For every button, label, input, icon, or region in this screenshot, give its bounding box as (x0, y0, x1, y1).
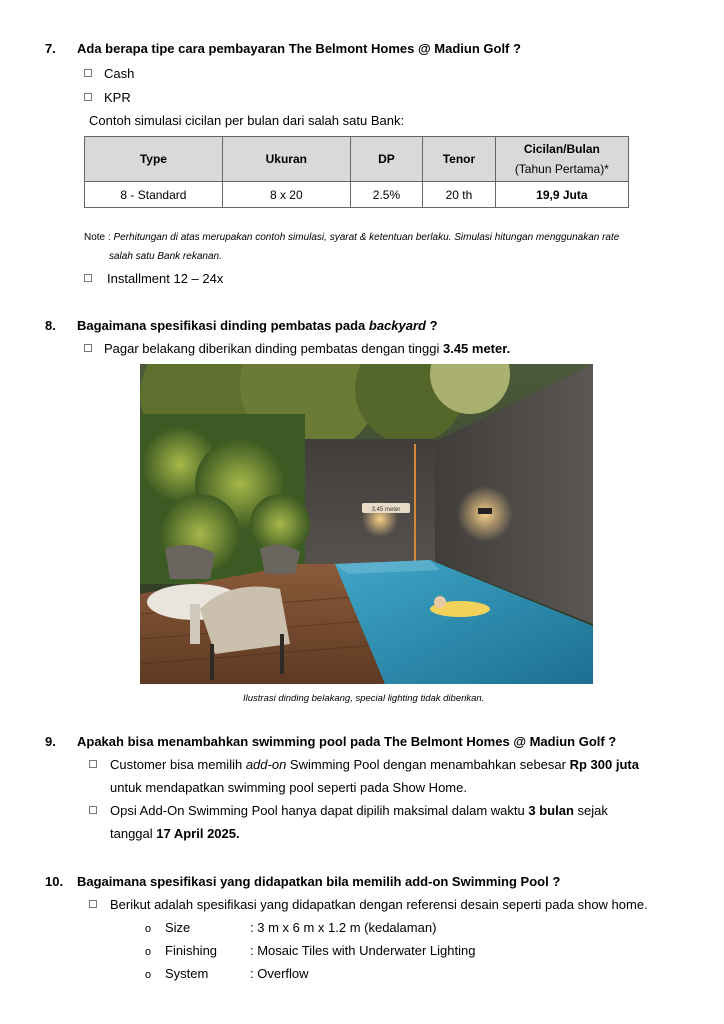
spec-bullet: o (145, 923, 152, 935)
spec-bullet: o (145, 946, 152, 958)
table-row (85, 182, 629, 208)
backyard-illustration-svg (140, 364, 593, 684)
spec-label: Size (165, 920, 191, 935)
simulation-intro: Contoh simulasi cicilan per bulan dari salah satu Bank: (89, 113, 405, 128)
spec-label: System (165, 966, 209, 981)
question-8-title-italic: backyard (368, 318, 426, 333)
checkbox-icon (84, 69, 92, 77)
q9-b2-d: tanggal (110, 826, 157, 841)
q9-b2-a: Opsi Add-On Swimming Pool hanya dapat dipilih maksimal dalam waktu (110, 803, 529, 818)
checkbox-icon (84, 93, 92, 101)
q9-b1-italic: add-on (245, 757, 287, 772)
question-7-number: 7. (45, 41, 56, 56)
cell-type: 8 - Standard (85, 182, 223, 208)
question-9-number: 9. (45, 734, 56, 749)
spec-value: : Overflow (250, 966, 309, 981)
checkbox-icon (84, 344, 92, 352)
spec-bullet: o (145, 969, 152, 981)
q9-b2-months: 3 bulan (528, 803, 574, 818)
spec-row (145, 920, 437, 937)
backyard-illustration (140, 364, 593, 684)
option-installment: Installment 12 – 24x (107, 271, 224, 286)
checkbox-icon (89, 760, 97, 768)
installment-table (84, 136, 629, 208)
note-text-line1: Perhitungan di atas merupakan contoh simulasi, syarat & ketentuan berlaku. Simulasi hitungan menggunakan rate (113, 232, 620, 243)
wall-height-value: 3.45 meter. (442, 341, 511, 356)
q9-b2-date: 17 April 2025. (156, 826, 240, 841)
illustration-caption: Ilustrasi dinding belakang, special lighting tidak diberikan. (243, 693, 485, 704)
question-9-bullet-2-line2 (110, 826, 240, 842)
question-10-number: 10. (45, 874, 64, 889)
question-8-title-a: Bagaimana spesifikasi dinding pembatas pada (77, 318, 369, 333)
question-10-bullet: Berikut adalah spesifikasi yang didapatkan dengan referensi desain seperti pada show home. (110, 897, 648, 912)
table-header-row (85, 137, 629, 182)
question-7-title: Ada berapa tipe cara pembayaran The Belmont Homes @ Madiun Golf ? (77, 41, 521, 56)
spec-value: : Mosaic Tiles with Underwater Lighting (250, 943, 476, 958)
question-8-bullet (104, 341, 510, 357)
question-8-title-c: ? (425, 318, 438, 333)
note-text-line2: salah satu Bank rekanan. (109, 251, 222, 262)
q9-b1-c: Swimming Pool dengan menambahkan sebesar (286, 757, 570, 772)
question-9-title: Apakah bisa menambahkan swimming pool pada The Belmont Homes @ Madiun Golf ? (77, 734, 617, 749)
wall-height-text: Pagar belakang diberikan dinding pembatas dengan tinggi (104, 341, 443, 356)
q9-b1-a: Customer bisa memilih (110, 757, 246, 772)
checkbox-icon (89, 900, 97, 908)
header-cicilan-line1: Cicilan/Bulan (523, 142, 600, 156)
option-kpr: KPR (104, 90, 131, 105)
checkbox-icon (89, 806, 97, 814)
header-ukuran: Ukuran (222, 137, 350, 182)
header-dp: DP (350, 137, 422, 182)
spec-row (145, 966, 309, 983)
cell-dp: 2.5% (350, 182, 422, 208)
spec-value: : 3 m x 6 m x 1.2 m (kedalaman) (250, 920, 437, 935)
header-tenor: Tenor (423, 137, 496, 182)
q9-b2-c: sejak (573, 803, 608, 818)
wall-height-label: 3,45 meter (371, 507, 401, 513)
header-cicilan-line2: (Tahun Pertama)* (514, 162, 609, 176)
cell-cicilan: 19,9 Juta (495, 182, 628, 208)
question-8-title (77, 318, 438, 333)
question-8-number: 8. (45, 318, 56, 333)
question-9-bullet-1 (110, 757, 639, 773)
question-9-bullet-2 (110, 803, 608, 819)
question-9-bullet-1-line2: untuk mendapatkan swimming pool seperti pada Show Home. (110, 780, 467, 795)
checkbox-icon (84, 274, 92, 282)
cell-tenor: 20 th (423, 182, 496, 208)
spec-label: Finishing (165, 943, 218, 958)
q9-b1-price: Rp 300 juta (569, 757, 639, 772)
option-cash: Cash (104, 66, 135, 81)
header-type: Type (85, 137, 223, 182)
spec-row (145, 943, 476, 960)
question-10-title: Bagaimana spesifikasi yang didapatkan bila memilih add-on Swimming Pool ? (77, 874, 561, 889)
note (84, 232, 619, 243)
header-cicilan (495, 137, 628, 182)
cell-ukuran: 8 x 20 (222, 182, 350, 208)
note-label: Note : (84, 232, 111, 243)
